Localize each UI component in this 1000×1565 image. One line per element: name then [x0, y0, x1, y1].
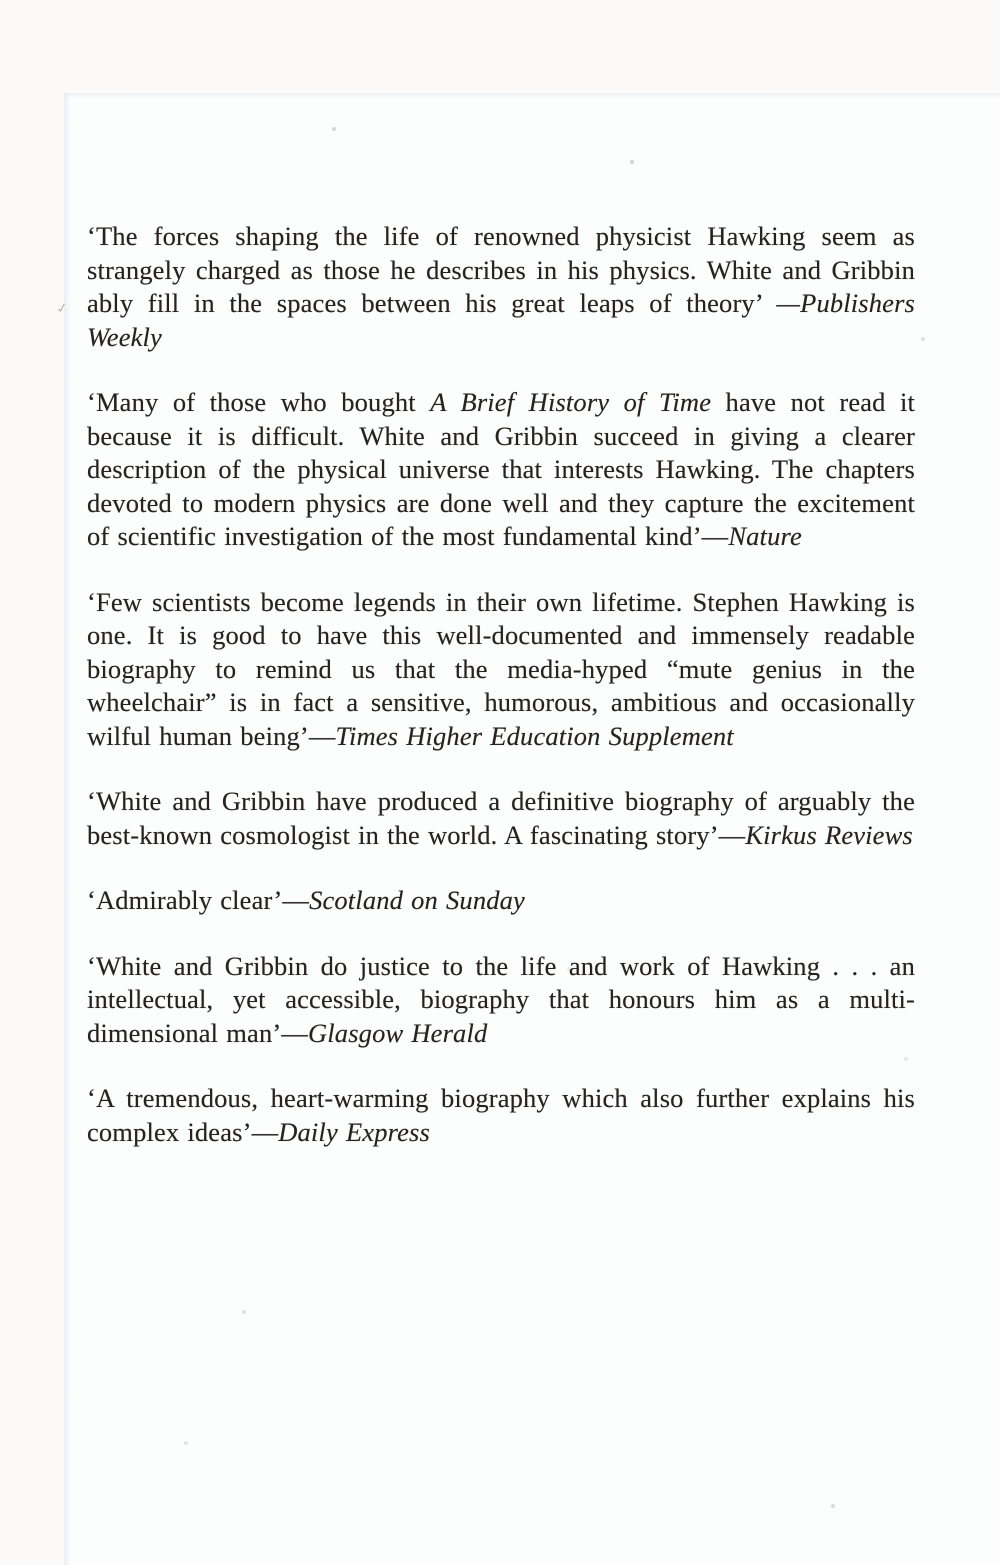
review-quote: [87, 586, 915, 754]
quote-text: have not read it because it is difficult. White and Gribbin succeed in giving a clearer description of the physical universe that interests Hawking. The chapters devoted to modern physics are done well and they capture the excitement of scientific investigation of the most fundamental kind’—: [87, 387, 915, 551]
quote-text: ‘The forces shaping the life of renowned physicist Hawking seem as strangely charged as those he describes in his physics. White and Gribbin ably fill in the spaces between his great leaps of theory’: [87, 221, 915, 318]
quote-text: ‘Many of those who bought: [87, 387, 431, 417]
pencil-tick-icon: ✓: [54, 299, 71, 317]
publication-name: Daily Express: [278, 1116, 430, 1147]
review-quote: [87, 785, 915, 852]
review-quote: [87, 950, 915, 1051]
quote-text: ‘Few scientists become legends in their own lifetime. Stephen Hawking is one. It is good to have this well-documented and immensely readable biography to remind us that the media-hyped “mute genius in the wheelchair” is in fact a sensitive, humorous, ambitious and occasionally wilful human being’—: [87, 586, 915, 751]
scan-speckle: [0, 0, 2, 2]
review-quote: [87, 1082, 915, 1149]
publication-name: —Publishers Weekly: [87, 288, 915, 352]
publication-name: Kirkus Reviews: [745, 819, 913, 850]
quote-text: ‘White and Gribbin have produced a definitive biography of arguably the best-known cosmologist in the world. A fascinating story’—: [87, 786, 915, 850]
review-quote: [87, 884, 915, 918]
quote-text: ‘A tremendous, heart-warming biography which also further explains his complex ideas’—: [87, 1083, 915, 1147]
publication-name: A Brief History of Time: [430, 387, 712, 417]
review-quote: [87, 220, 915, 354]
quote-text: ‘Admirably clear’—: [87, 885, 310, 915]
review-quotes-block: [87, 220, 915, 1181]
publication-name: Scotland on Sunday: [309, 885, 525, 915]
publication-name: Times Higher Education Supplement: [335, 720, 734, 751]
publication-name: Nature: [728, 521, 802, 551]
quote-text: ‘White and Gribbin do justice to the life and work of Hawking . . . an intellectual, yet accessible, biography that honours him as a multi-dimensional man’—: [87, 950, 915, 1048]
publication-name: Glasgow Herald: [308, 1017, 488, 1048]
review-quote: [87, 386, 915, 554]
